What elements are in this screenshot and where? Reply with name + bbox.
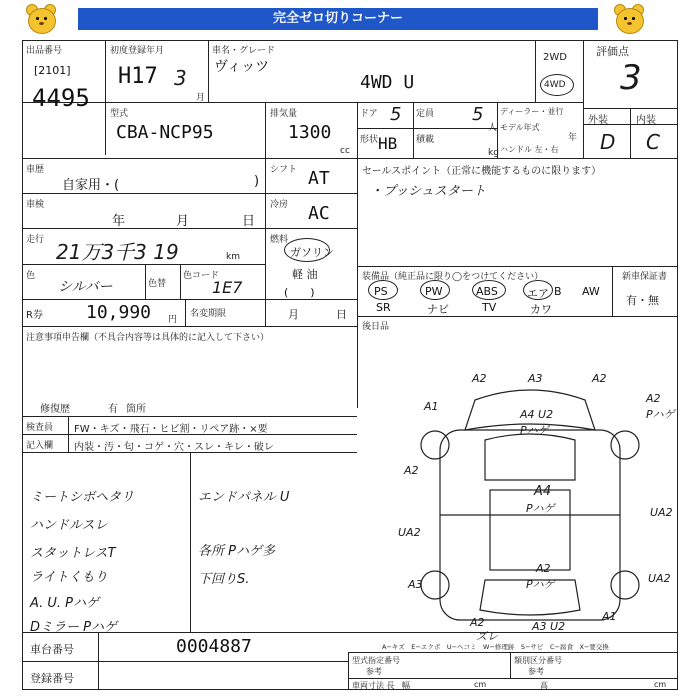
diagram-mark: A3 bbox=[528, 372, 543, 385]
car-name: ヴィッツ bbox=[214, 59, 270, 75]
first-reg-era: H17 bbox=[118, 64, 158, 89]
registration-label: 登録番号 bbox=[30, 672, 74, 685]
note-left: ハンドルスレ bbox=[30, 518, 108, 533]
inspection-label: 車検 bbox=[26, 200, 45, 210]
diagram-mark: A1 bbox=[602, 610, 617, 623]
fuel-diesel: 軽 油 bbox=[292, 268, 318, 281]
drive-2wd: 2WD bbox=[543, 52, 567, 63]
lot-code: [2101] bbox=[34, 64, 71, 77]
cc-unit: cc bbox=[340, 146, 350, 156]
note-left: ミートシボヘタリ bbox=[30, 490, 135, 505]
fuel-gas: ガソリン bbox=[290, 246, 334, 259]
diagram-mark: A2 bbox=[404, 464, 419, 477]
mascot-icon bbox=[612, 2, 646, 36]
type-designation-sub: 参考 bbox=[366, 667, 382, 676]
color-value: シルバー bbox=[58, 279, 113, 295]
equipment-label: 装備品（純正品に限り◯をつけてください） bbox=[362, 272, 544, 282]
car-name-label: 車名・グレード bbox=[212, 46, 276, 56]
chassis-value: 0004887 bbox=[176, 636, 252, 657]
capacity-label: 定員 bbox=[416, 109, 435, 119]
doors-value: 5 bbox=[390, 104, 402, 125]
diagram-mark: Pハゲ bbox=[526, 502, 555, 515]
inspection-year: 年 bbox=[112, 214, 126, 229]
score-label: 評価点 bbox=[596, 45, 629, 58]
inspection-month: 月 bbox=[176, 214, 190, 229]
interior-grade: C bbox=[646, 130, 660, 154]
note-left: ライトくもり bbox=[30, 570, 108, 585]
color-code: 1E7 bbox=[212, 278, 243, 297]
equip-leather: カワ bbox=[530, 303, 552, 316]
damage-legend: A−キズ E−エクボ U−ヘコミ W−修理跡 S−サビ C−腐食 X−要交換 bbox=[382, 643, 609, 651]
mileage-unit: km bbox=[226, 252, 240, 262]
color-label: 色 bbox=[26, 271, 36, 281]
capacity-unit: 人 bbox=[488, 123, 498, 133]
load-unit: kg bbox=[488, 148, 499, 158]
lot-label: 出品番号 bbox=[26, 46, 63, 56]
chassis-label: 車台番号 bbox=[30, 643, 74, 656]
repair-label: 修復歴 bbox=[40, 404, 70, 415]
handle-label: ハンドル 左・右 bbox=[500, 145, 559, 154]
equip-circle bbox=[472, 280, 506, 300]
note-right: エンドパネル U bbox=[198, 490, 290, 505]
diagram-mark: A2 bbox=[470, 616, 485, 629]
equip-air: エア bbox=[527, 287, 549, 300]
notice-label: 注意事項申告欄（不具合内容等は具体的に記入して下さい） bbox=[26, 333, 270, 343]
diagram-mark: UA2 bbox=[648, 572, 671, 585]
hood-outline bbox=[485, 434, 575, 480]
shape-value: HB bbox=[378, 134, 398, 153]
reg-date-label: 名変期限 bbox=[190, 309, 227, 319]
color-change-label: 色替 bbox=[148, 279, 167, 289]
reg-day: 日 bbox=[336, 308, 347, 321]
dealer-label: ディーラー・並行 bbox=[500, 107, 564, 116]
dims-height-label: 高 bbox=[540, 681, 548, 690]
diagram-mark: A4 U2 bbox=[520, 408, 554, 421]
reg-month: 月 bbox=[288, 308, 299, 321]
diagram-mark: A2 bbox=[536, 562, 551, 575]
fuel-circle bbox=[284, 238, 330, 262]
mileage-label: 走行 bbox=[26, 235, 45, 245]
note-right: 各所 Pハゲ多 bbox=[198, 544, 275, 559]
wheel-outline bbox=[611, 571, 639, 599]
first-reg-label: 初度登録年月 bbox=[110, 46, 165, 56]
recycle-label: R券 bbox=[26, 310, 43, 321]
class-number-label: 類別区分番号 bbox=[514, 656, 562, 665]
diagram-mark: UA2 bbox=[398, 526, 421, 539]
interior-label: 内装 bbox=[636, 115, 656, 126]
diagram-mark: A3 bbox=[408, 578, 423, 591]
diagram-mark: ズレ bbox=[476, 630, 498, 643]
inspector-row1: FW・キズ・飛石・ヒビ割・リペア跡・×要 bbox=[74, 424, 268, 435]
wheel-outline bbox=[421, 431, 449, 459]
diagram-mark: A3 U2 bbox=[532, 620, 566, 633]
month-unit: 月 bbox=[196, 93, 206, 103]
load-label: 積載 bbox=[416, 135, 435, 145]
diagram-mark: UA2 bbox=[650, 506, 673, 519]
banner bbox=[0, 0, 700, 38]
diagram-mark: A2 bbox=[472, 372, 487, 385]
displacement-label: 排気量 bbox=[270, 109, 298, 119]
note-left: A. U. Pハゲ bbox=[30, 596, 100, 611]
inspector-entry-label: 記入欄 bbox=[26, 441, 54, 451]
lot-number: 4495 bbox=[32, 84, 90, 112]
history-label: 車歴 bbox=[26, 165, 45, 175]
mascot-icon bbox=[24, 2, 58, 36]
diagram-mark: A1 bbox=[424, 400, 439, 413]
sales-note: ・プッシュスタート bbox=[370, 184, 486, 199]
equip-pw: PW bbox=[425, 285, 443, 298]
car-grade: 4WD U bbox=[360, 72, 415, 93]
doors-label: ドア bbox=[360, 109, 378, 119]
inspector-label: 検査員 bbox=[26, 423, 54, 433]
fuel-paren: ( ) bbox=[284, 286, 315, 299]
note-left: スタットレスT bbox=[30, 546, 116, 561]
diagram-mark: Pハゲ bbox=[520, 424, 549, 437]
dims-width-label: 幅 bbox=[402, 681, 410, 690]
diagram-mark: Pハゲ bbox=[646, 408, 675, 421]
diagram-mark: A2 bbox=[646, 392, 661, 405]
warranty-value: 有・無 bbox=[626, 294, 659, 307]
cm-unit: cm bbox=[474, 680, 487, 689]
shift-value: AT bbox=[308, 168, 330, 189]
dims-length-label: 車両寸法 長 bbox=[352, 681, 395, 690]
banner-title: 完全ゼロ切りコーナー bbox=[78, 8, 598, 30]
equip-navi: ナビ bbox=[427, 303, 449, 316]
inspection-day: 日 bbox=[242, 214, 256, 229]
equip-circle bbox=[420, 280, 450, 300]
first-reg-month: 3 bbox=[174, 66, 187, 90]
note-right: 下回りS. bbox=[198, 572, 250, 587]
shape-label: 形状 bbox=[360, 135, 379, 145]
model-value: CBA-NCP95 bbox=[116, 122, 214, 143]
score-value: 3 bbox=[620, 58, 642, 98]
model-year-label: モデル年式 bbox=[500, 123, 540, 132]
diagram-mark: A2 bbox=[592, 372, 607, 385]
aircon-value: AC bbox=[308, 203, 330, 224]
repair-place: 箇所 bbox=[126, 404, 146, 415]
class-number-sub: 参考 bbox=[528, 667, 544, 676]
equip-aw: AW bbox=[582, 285, 600, 298]
rear-label: 後日品 bbox=[362, 322, 390, 332]
equip-tv: TV bbox=[482, 301, 497, 314]
wheel-outline bbox=[421, 571, 449, 599]
wheel-outline bbox=[611, 431, 639, 459]
equip-b: B bbox=[554, 285, 562, 298]
history-close: ) bbox=[254, 174, 260, 189]
inspector-row2: 内装・汚・匂・コゲ・穴・スレ・キレ・破レ bbox=[74, 442, 274, 453]
recycle-value: 10,990 bbox=[86, 302, 152, 323]
equip-circle bbox=[523, 280, 553, 300]
sales-label: セールスポイント（正常に機能するものに限ります） bbox=[362, 166, 602, 177]
shift-label: シフト bbox=[270, 165, 298, 175]
warranty-label: 新車保証書 bbox=[622, 272, 668, 282]
exterior-label: 外装 bbox=[588, 115, 608, 126]
year-unit: 年 bbox=[568, 133, 578, 143]
displacement-value: 1300 bbox=[288, 122, 332, 143]
model-label: 型式 bbox=[110, 109, 129, 119]
cm-unit: cm bbox=[654, 680, 667, 689]
aircon-label: 冷房 bbox=[270, 200, 289, 210]
diagram-mark: A4 bbox=[534, 484, 552, 499]
equip-ps: PS bbox=[374, 285, 388, 298]
type-designation-label: 型式指定番号 bbox=[352, 656, 400, 665]
history-value: 自家用・( bbox=[62, 178, 120, 193]
capacity-value: 5 bbox=[472, 104, 484, 125]
exterior-grade: D bbox=[600, 130, 616, 154]
mileage-value: 21万3千3 19 bbox=[56, 240, 179, 264]
equip-circle bbox=[368, 280, 398, 300]
equip-sr: SR bbox=[376, 301, 391, 314]
equip-abs: ABS bbox=[476, 285, 498, 298]
repair-have: 有 bbox=[108, 404, 118, 415]
color-code-label: 色コード bbox=[183, 271, 220, 281]
note-left: Dミラー Pハゲ bbox=[30, 620, 117, 635]
recycle-unit: 円 bbox=[168, 315, 178, 325]
drive-4wd: 4WD bbox=[544, 80, 566, 90]
fuel-label: 燃料 bbox=[270, 235, 289, 245]
diagram-mark: Pハゲ bbox=[526, 578, 555, 591]
